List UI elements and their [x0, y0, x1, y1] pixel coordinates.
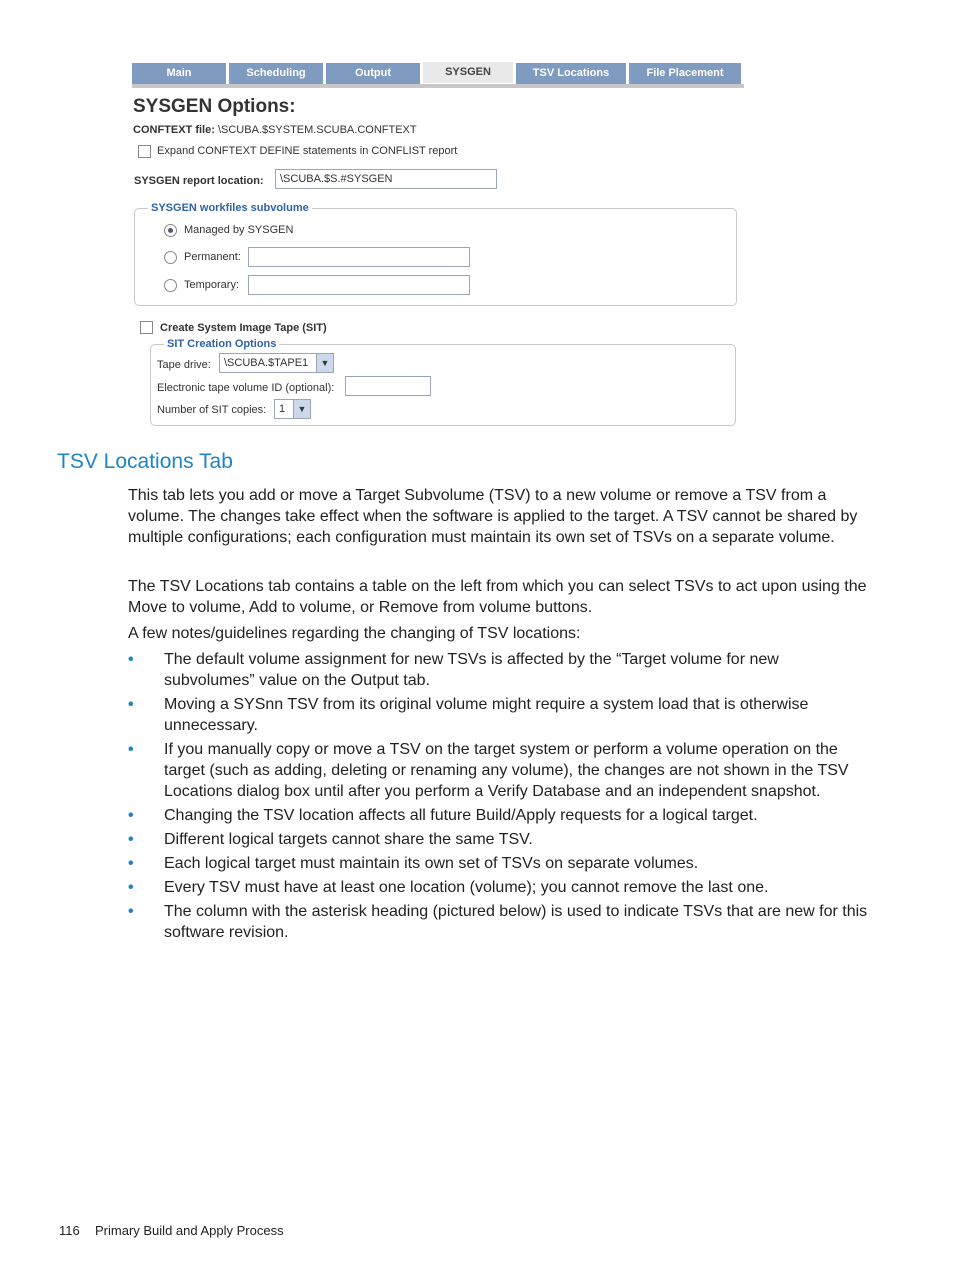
tape-drive-select[interactable]: [219, 353, 334, 373]
list-item: [128, 694, 873, 736]
list-item-text: Every TSV must have at least one location (volume); you cannot remove the last one.: [164, 879, 769, 896]
tab-bar: [132, 62, 744, 84]
list-item: [128, 877, 873, 898]
footer-section: Primary Build and Apply Process: [95, 1223, 284, 1238]
list-item-text: If you manually copy or move a TSV on the target system or perform a volume operation on the target (such as adding, deleting or renaming any volume), the changes are not shown in the TSV Locations dialog box until after you perform a Verify Database and an independent snapshot.: [164, 741, 849, 800]
tape-drive-label: Tape drive:: [157, 359, 211, 371]
expand-conftext-label: Expand CONFTEXT DEFINE statements in CONFLIST report: [157, 145, 458, 157]
list-item: [128, 649, 873, 691]
sit-copies-value: 1: [279, 403, 286, 415]
conftext-label: CONFTEXT file:: [133, 124, 215, 136]
sysgen-options-title: SYSGEN Options:: [133, 96, 296, 117]
list-item-text: Each logical target must maintain its own set of TSVs on separate volumes.: [164, 855, 699, 872]
list-item-text: Different logical targets cannot share the same TSV.: [164, 831, 533, 848]
bullet-icon: •: [128, 903, 134, 920]
page-number: 116: [59, 1223, 80, 1238]
permanent-radio[interactable]: [164, 251, 177, 264]
bullet-icon: •: [128, 651, 134, 668]
conftext-row: [133, 124, 417, 136]
list-item: [128, 853, 873, 874]
workfiles-subvolume-legend: SYSGEN workfiles subvolume: [148, 202, 312, 214]
bullet-icon: •: [128, 696, 134, 713]
bullet-icon: •: [128, 807, 134, 824]
permanent-input[interactable]: [248, 247, 470, 267]
paragraph-notes-intro: A few notes/guidelines regarding the changing of TSV locations:: [128, 625, 581, 642]
conftext-value: \SCUBA.$SYSTEM.SCUBA.CONFTEXT: [217, 124, 417, 136]
tab-file-placement[interactable]: File Placement: [629, 63, 744, 84]
temporary-label: Temporary:: [184, 279, 240, 291]
volume-id-label: Electronic tape volume ID (optional):: [157, 382, 335, 394]
tab-main[interactable]: Main: [132, 63, 229, 84]
bullet-icon: •: [128, 831, 134, 848]
notes-list: [128, 649, 873, 946]
create-sit-checkbox[interactable]: [140, 321, 153, 334]
temporary-input[interactable]: [248, 275, 470, 295]
managed-by-sysgen-label: Managed by SYSGEN: [184, 224, 294, 236]
list-item-text: The column with the asterisk heading (pictured below) is used to indicate TSVs that are new for this software revision.: [164, 903, 868, 941]
list-item: [128, 829, 873, 850]
tab-sysgen[interactable]: SYSGEN: [423, 62, 516, 83]
bullet-icon: •: [128, 855, 134, 872]
tape-drive-value: \SCUBA.$TAPE1: [224, 357, 309, 369]
expand-conftext-checkbox[interactable]: [138, 145, 151, 158]
tab-tsv-locations[interactable]: TSV Locations: [516, 63, 629, 84]
sit-options-legend: SIT Creation Options: [164, 338, 279, 350]
managed-by-sysgen-radio[interactable]: [164, 224, 177, 237]
list-item-text: The default volume assignment for new TSVs is affected by the “Target volume for new subvolumes” value on the Output tab.: [164, 651, 779, 689]
section-heading: TSV Locations Tab: [57, 450, 233, 473]
bullet-icon: •: [128, 879, 134, 896]
tab-scheduling[interactable]: Scheduling: [229, 63, 326, 84]
paragraph-intro: This tab lets you add or move a Target Subvolume (TSV) to a new volume or remove a TSV from a volume. The changes take effect when the software is applied to the target. A TSV cannot be shared by multiple configurations; each configuration must maintain its own set of TSVs on a separate volume.: [128, 487, 858, 546]
sit-copies-label: Number of SIT copies:: [157, 404, 267, 416]
chevron-down-icon[interactable]: ▼: [316, 354, 333, 372]
sit-copies-select[interactable]: [274, 399, 311, 419]
list-item: [128, 805, 873, 826]
list-item: [128, 739, 873, 802]
list-item-text: Moving a SYSnn TSV from its original volume might require a system load that is otherwise unnecessary.: [164, 696, 809, 734]
permanent-label: Permanent:: [184, 251, 241, 263]
tab-underline: [132, 84, 744, 88]
volume-id-input[interactable]: [345, 376, 431, 396]
list-item: [128, 901, 873, 943]
report-location-input[interactable]: \SCUBA.$S.#SYSGEN: [275, 169, 497, 189]
report-location-label: SYSGEN report location:: [134, 175, 264, 187]
tab-output[interactable]: Output: [326, 63, 423, 84]
create-sit-label: Create System Image Tape (SIT): [160, 322, 327, 334]
list-item-text: Changing the TSV location affects all future Build/Apply requests for a logical target.: [164, 807, 758, 824]
chevron-down-icon[interactable]: ▼: [293, 400, 310, 418]
paragraph-table: The TSV Locations tab contains a table on the left from which you can select TSVs to act upon using the Move to volume, Add to volume, or Remove from volume buttons.: [128, 578, 867, 616]
sysgen-options-screenshot: [132, 62, 744, 428]
temporary-radio[interactable]: [164, 279, 177, 292]
bullet-icon: •: [128, 741, 134, 758]
